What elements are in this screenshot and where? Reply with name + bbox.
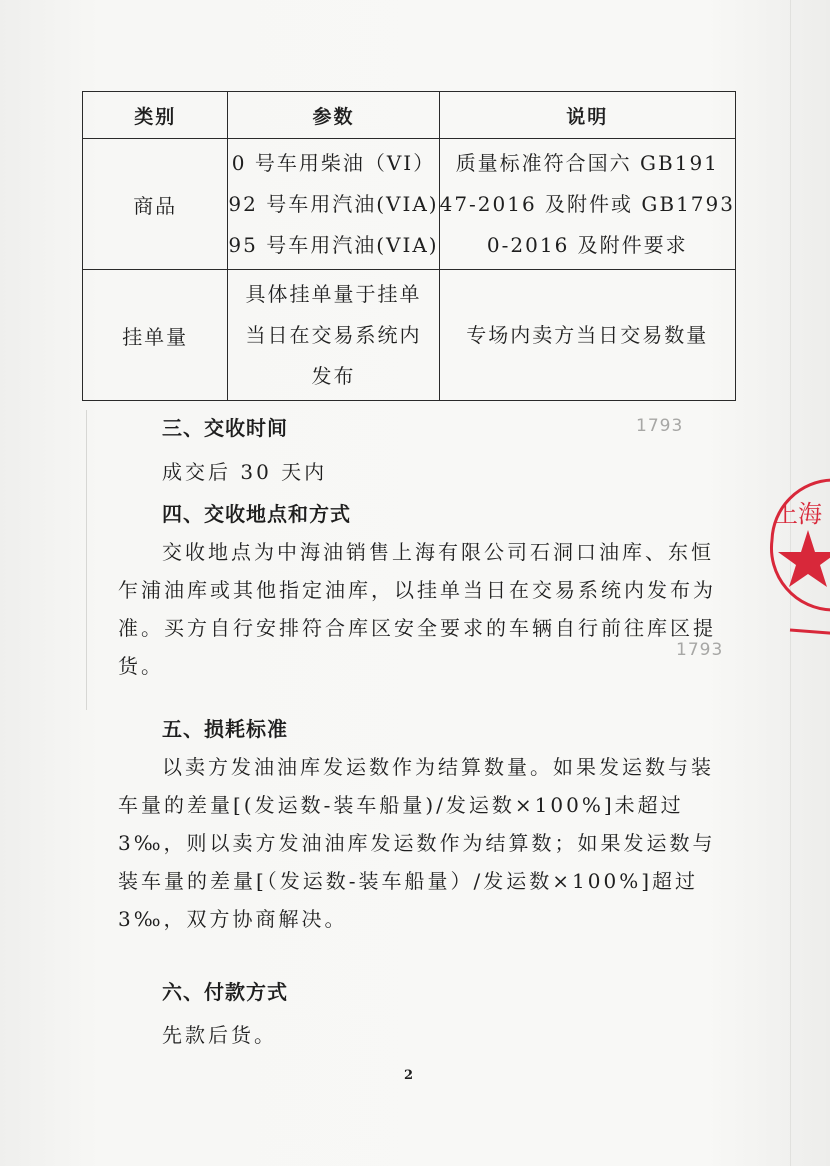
table-row-listing bbox=[83, 270, 736, 401]
param-line: 发布 bbox=[311, 363, 356, 388]
cell-category: 挂单量 bbox=[83, 270, 228, 401]
section-body-payment: 先款后货。 bbox=[162, 1023, 277, 1047]
section-heading-loss-standard: 五、损耗标准 bbox=[162, 717, 288, 741]
table-row-goods bbox=[83, 139, 736, 270]
note-line: 47-2016 及附件或 GB1793 bbox=[439, 191, 735, 216]
param-line: 0 号车用柴油（VI） bbox=[231, 150, 436, 175]
section-heading-delivery-place: 四、交收地点和方式 bbox=[162, 502, 351, 526]
spec-table bbox=[82, 91, 736, 401]
param-line: 当日在交易系统内 bbox=[245, 322, 422, 347]
header-params: 参数 bbox=[228, 92, 439, 139]
cell-params bbox=[228, 270, 439, 401]
section-heading-payment: 六、付款方式 bbox=[162, 980, 288, 1004]
header-category: 类别 bbox=[83, 92, 228, 139]
seal-stamp-icon bbox=[762, 470, 830, 640]
cell-params bbox=[228, 139, 439, 270]
ghost-stamp-text: 1793 bbox=[636, 416, 684, 436]
section-body-delivery-place: 交收地点为中海油销售上海有限公司石洞口油库、东恒乍浦油库或其他指定油库，以挂单当日在交易系统内发布为准。买方自行安排符合库区安全要求的车辆自行前往库区提货。 bbox=[118, 540, 716, 678]
scan-edge-line bbox=[86, 410, 87, 710]
note-line: 0-2016 及附件要求 bbox=[486, 232, 688, 257]
cell-category: 商品 bbox=[83, 139, 228, 270]
header-notes: 说明 bbox=[439, 92, 735, 139]
seal-text: 上海 bbox=[774, 500, 822, 528]
note-line: 质量标准符合国六 GB191 bbox=[455, 150, 719, 175]
section-body-loss-standard: 以卖方发油油库发运数作为结算数量。如果发运数与装车量的差量[(发运数-装车船量)/发运数×100%]未超过 3‰，则以卖方发油油库发运数作为结算数；如果发运数与装车量的差量[（发运数-装车船量）/发运数×100%]超过 3‰，双方协商解决。 bbox=[118, 755, 716, 931]
param-line: 92 号车用汽油(VIA) bbox=[228, 191, 439, 216]
table-header-row bbox=[83, 92, 736, 139]
ghost-stamp-text: 1793 bbox=[676, 640, 724, 660]
note-line: 专场内卖方当日交易数量 bbox=[466, 322, 709, 347]
param-line: 具体挂单量于挂单 bbox=[245, 281, 422, 306]
section-heading-delivery-time: 三、交收时间 bbox=[162, 416, 288, 440]
section-body-delivery-time: 成交后 30 天内 bbox=[162, 460, 328, 484]
param-line: 95 号车用汽油(VIA) bbox=[228, 232, 439, 257]
cell-notes bbox=[439, 270, 735, 401]
cell-notes bbox=[439, 139, 735, 270]
page-number: 2 bbox=[404, 1068, 414, 1083]
